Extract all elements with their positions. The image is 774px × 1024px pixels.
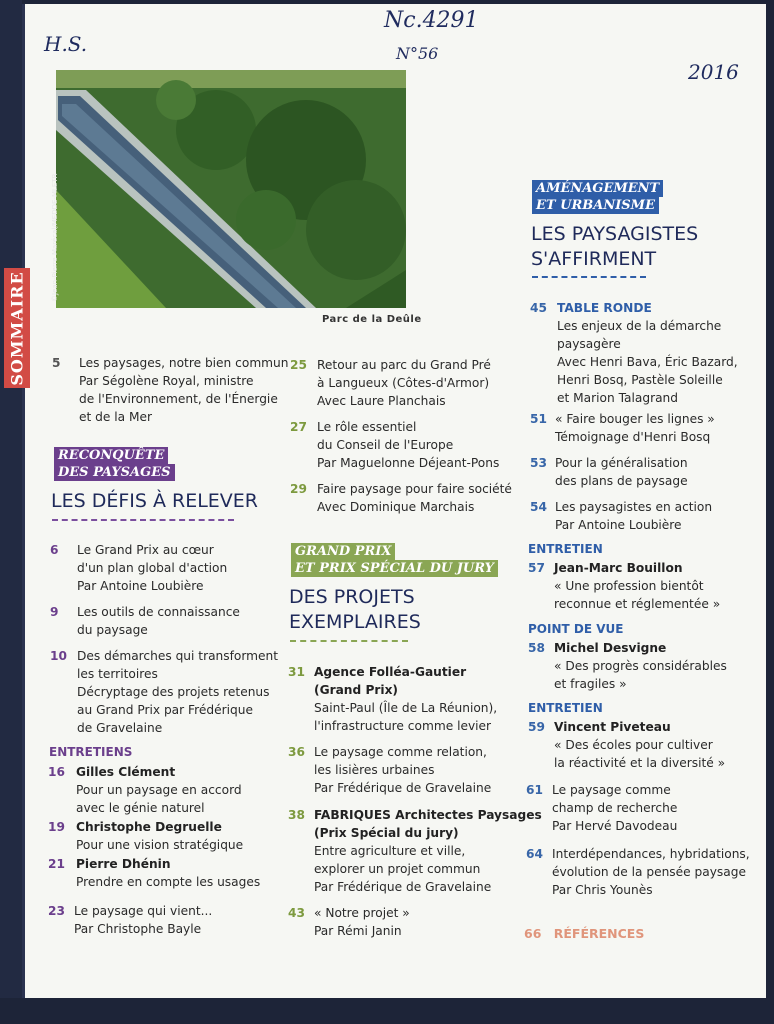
entry-line: reconnue et réglementée » [554,597,721,611]
entry-line: Avec Dominique Marchais [317,500,475,514]
entry-line: Entre agriculture et ville, [314,844,466,858]
page-number: 64 [526,847,543,861]
entry-line: « Des écoles pour cultiver [554,738,713,752]
entry-line: Le Grand Prix au cœur [77,543,214,557]
entry-line: paysagère [557,337,621,351]
entry-line: évolution de la pensée paysage [552,865,746,879]
entry-line: de Gravelaine [77,721,163,735]
entry-line: « Faire bouger les lignes » [555,412,715,426]
entry-line: Par Frédérique de Gravelaine [314,880,492,894]
section-title-line: DES PROJETS [289,586,415,608]
entry-line: Les enjeux de la démarche [557,319,722,333]
entry-line: Avec Laure Planchais [317,394,446,408]
photo-caption: Parc de la Deûle [322,314,422,325]
entry-line: Par Frédérique de Gravelaine [314,781,492,795]
entry-line: l'infrastructure comme levier [314,719,492,733]
entry-line: de l'Environnement, de l'Énergie [79,392,278,406]
entry-line: champ de recherche [552,801,678,815]
badge-line: DES PAYSAGES [54,464,175,481]
entry-line: Par Christophe Bayle [74,922,202,936]
section-title [531,222,698,272]
entry-line: Par Maguelonne Déjeant-Pons [317,456,500,470]
section-divider [52,519,234,521]
entry-line: Le rôle essentiel [317,420,417,434]
entry-line: Par Antoine Loubière [555,518,682,532]
interviewee-name: Pierre Dhénin [76,857,171,871]
point-de-vue-label: POINT DE VUE [528,622,624,636]
page-number: 25 [290,358,307,372]
references-label: RÉFÉRENCES [553,926,645,941]
page-number: 16 [48,765,65,779]
project-title: (Grand Prix) [314,683,399,697]
page-number: 36 [288,745,305,759]
entry-line: et Marion Talagrand [557,391,679,405]
entry-line: Par Rémi Janin [314,924,402,938]
handwritten-number: N°56 [396,44,439,63]
page-number: 58 [528,641,545,655]
entry-line: au Grand Prix par Frédérique [77,703,253,717]
entry-line: Pour un paysage en accord [76,783,242,797]
section-title-line: LES PAYSAGISTES [531,223,699,245]
entretiens-label: ENTRETIENS [49,745,133,759]
badge-line: ET PRIX SPÉCIAL DU JURY [291,560,498,577]
page-number: 5 [52,356,61,370]
project-title: Agence Folléa-Gautier [314,665,467,679]
handwritten-hs: H.S. [44,32,88,56]
table-ronde-label: TABLE RONDE [557,301,652,315]
page-number: 19 [48,820,65,834]
interviewee-name: Christophe Degruelle [76,820,222,834]
entry-line: Le paysage comme [552,783,671,797]
section-title-line: EXEMPLAIRES [289,611,421,633]
entry-line: Témoignage d'Henri Bosq [555,430,711,444]
bottom-edge [0,998,774,1024]
entry-line: à Langueux (Côtes-d'Armor) [317,376,490,390]
page-number: 38 [288,808,305,822]
entry-line: Avec Henri Bava, Éric Bazard, [557,355,738,369]
handwritten-year: 2016 [688,60,739,84]
entry-line: « Une profession bientôt [554,579,704,593]
entry-line: Par Antoine Loubière [77,579,204,593]
entry-line: Henri Bosq, Pastèle Soleille [557,373,723,387]
interviewee-name: Jean-Marc Bouillon [554,561,683,575]
page-number: 23 [48,904,65,918]
references-entry [524,926,644,941]
entry-line: Les outils de connaissance [77,605,240,619]
interviewee-name: Gilles Clément [76,765,176,779]
entretien-label: ENTRETIEN [528,542,603,556]
entry-line: les territoires [77,667,158,681]
aerial-photo-illustration [56,70,406,308]
entry-line: Décryptage des projets retenus [77,685,270,699]
entry-line: du Conseil de l'Europe [317,438,454,452]
sommaire-label: SOMMAIRE [7,270,27,386]
page-number: 29 [290,482,307,496]
entry-line: la réactivité et la diversité » [554,756,726,770]
page-number: 21 [48,857,65,871]
entry-line: Des démarches qui transforment [77,649,279,663]
page-number: 45 [530,301,547,315]
page-number: 10 [50,649,67,663]
entretien-label: ENTRETIEN [528,701,603,715]
page-number: 31 [288,665,305,679]
entry-line: des plans de paysage [555,474,688,488]
sommaire-tab [4,268,30,388]
badge-line: RECONQUÊTE [54,447,168,464]
section-title: LES DÉFIS À RELEVER [51,490,258,512]
entry-line: Les paysages, notre bien commun [79,356,289,370]
entry-line: Pour la généralisation [555,456,688,470]
entry-line: Faire paysage pour faire société [317,482,512,496]
page-number: 54 [530,500,547,514]
entry-line: explorer un projet commun [314,862,481,876]
entry-line: avec le génie naturel [76,801,205,815]
entry-line: Les paysagistes en action [555,500,713,514]
project-title: FABRIQUES Architectes Paysages [314,808,542,822]
entry-line: Saint-Paul (Île de La Réunion), [314,701,498,715]
page-number: 66 [524,926,542,941]
handwritten-nc: Nc.4291 [384,8,479,33]
aerial-photo [51,70,406,308]
entry-line: Par Ségolène Royal, ministre [79,374,254,388]
section-badge-amenagement [528,180,667,214]
project-title: (Prix Spécial du jury) [314,826,459,840]
page-number: 51 [530,412,547,426]
entry-line: les lisières urbaines [314,763,435,777]
interviewee-name: Michel Desvigne [554,641,667,655]
entry-line: « Notre projet » [314,906,410,920]
page-number: 9 [50,605,59,619]
badge-line: AMÉNAGEMENT [532,180,663,197]
entry-line: et de la Mer [79,410,153,424]
section-title [289,585,421,635]
section-title-line: S'AFFIRMENT [531,248,657,270]
entry-line: Le paysage comme relation, [314,745,487,759]
badge-line: GRAND PRIX [291,543,395,560]
entry-line: Retour au parc du Grand Pré [317,358,491,372]
photo-credit: ©Jean-Pierre Marécal/MEDDE-MLETR [51,173,59,302]
interviewee-name: Vincent Piveteau [554,720,671,734]
page-number: 53 [530,456,547,470]
section-divider [532,276,646,278]
page-number: 57 [528,561,545,575]
entry-line: « Des progrès considérables [554,659,727,673]
section-divider [290,640,408,642]
entry-line: Prendre en compte les usages [76,875,261,889]
entry-line: Le paysage qui vient... [74,904,213,918]
page-number: 43 [288,906,305,920]
page-number: 27 [290,420,307,434]
badge-line: ET URBANISME [532,197,659,214]
entry-line: et fragiles » [554,677,627,691]
page-number: 6 [50,543,59,557]
entry-line: Interdépendances, hybridations, [552,847,750,861]
page-number: 61 [526,783,543,797]
page-number: 59 [528,720,545,734]
entry-line: du paysage [77,623,148,637]
section-badge-grand-prix [287,543,502,577]
magazine-spine [0,0,22,1024]
entry-line: Pour une vision stratégique [76,838,244,852]
entry-line: Par Chris Younès [552,883,653,897]
entry-line: d'un plan global d'action [77,561,228,575]
entry-line: Par Hervé Davodeau [552,819,678,833]
section-badge-reconquete [50,447,179,481]
